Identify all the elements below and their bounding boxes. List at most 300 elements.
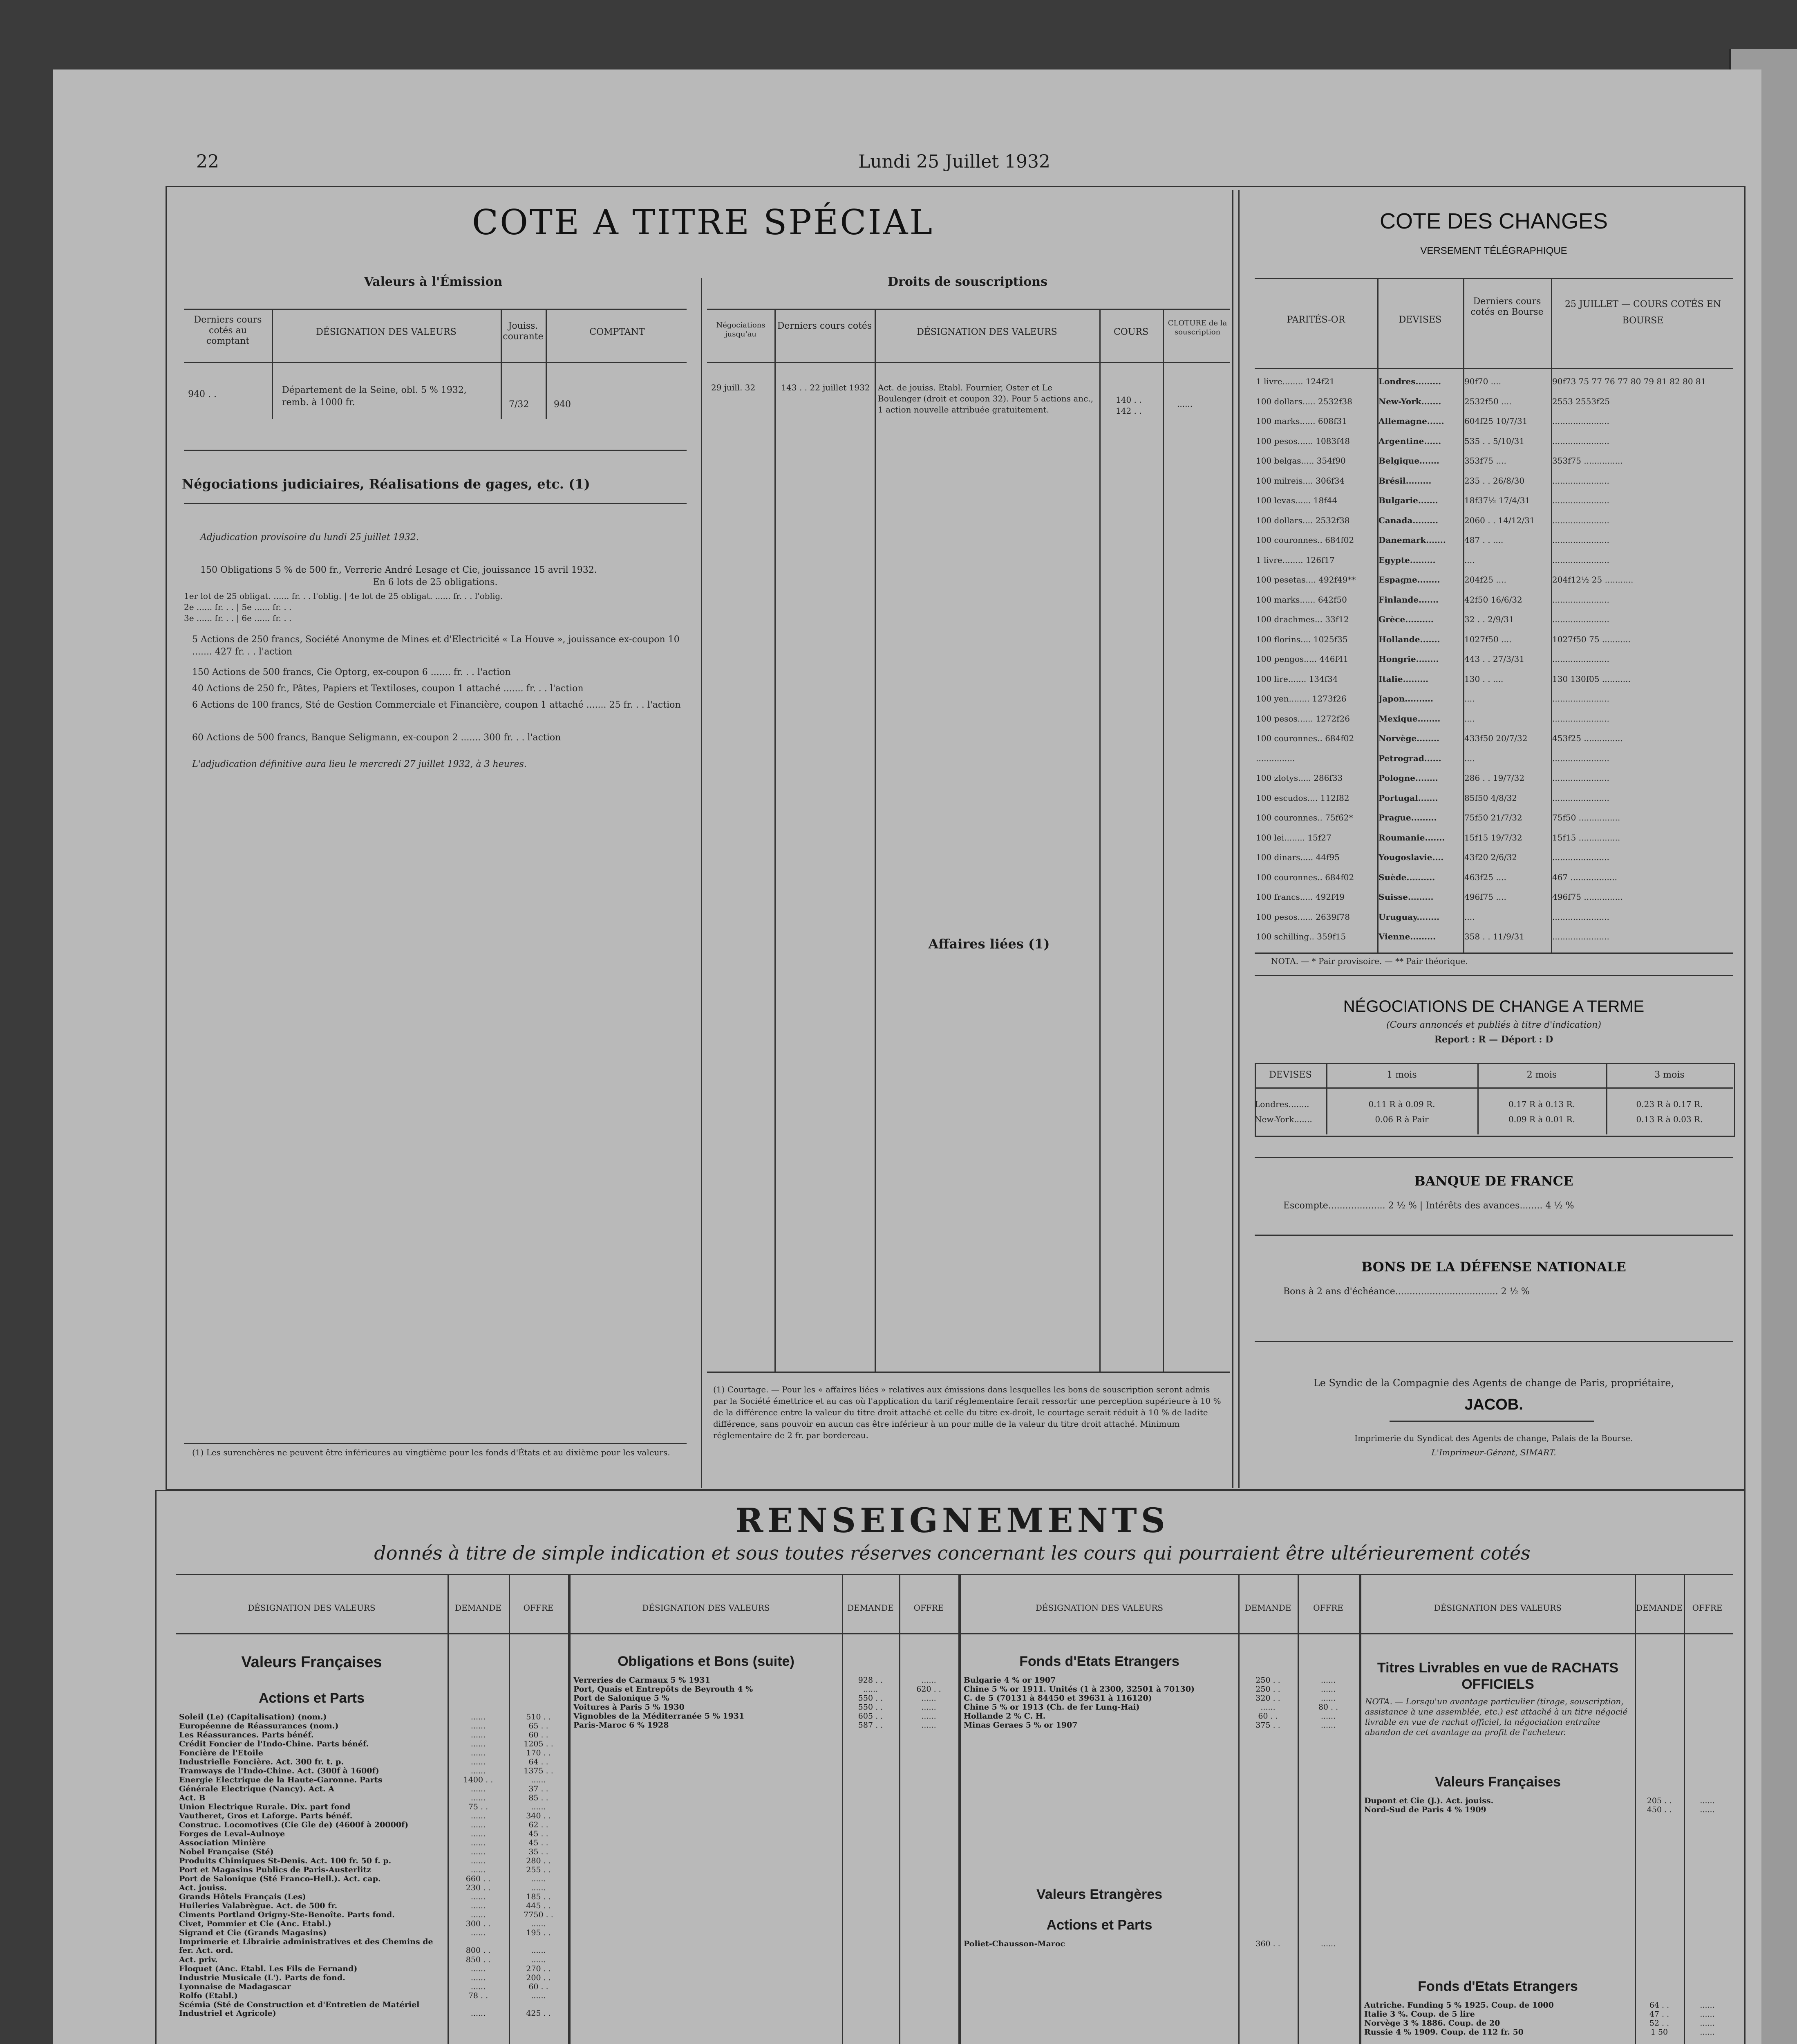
renseignements-col-header: DEMANDE	[1244, 1603, 1291, 1613]
terme-report-line: Report : R — Déport : D	[1434, 1034, 1553, 1045]
changes-cell: 463f25 ....	[1464, 872, 1506, 882]
renseignements-row-demande: 928 . .	[858, 1676, 883, 1685]
renseignements-row-label: Ciments Portland Origny-Ste-Benoîte. Parts fond.	[179, 1911, 395, 1919]
changes-cell: Uruguay........	[1379, 912, 1440, 922]
changes-cell: 100 levas...... 18f44	[1256, 495, 1338, 505]
renseignements-row-offre: 255 . .	[526, 1865, 551, 1874]
renseignements-row-label: Minas Geraes 5 % or 1907	[964, 1721, 1078, 1730]
renseignements-row-label: Union Electrique Rurale. Dix. part fond	[179, 1803, 351, 1811]
changes-cell: 85f50 4/8/32	[1464, 793, 1517, 803]
renseignements-section-title: Valeurs Françaises	[1434, 1774, 1561, 1790]
renseignements-row-offre: 170 . .	[526, 1748, 551, 1757]
changes-cell: 100 couronnes.. 75f62*	[1256, 813, 1353, 823]
souscriptions-col-header: Négociations jusqu'au	[716, 321, 765, 338]
renseignements-row-label: Energie Electrique de la Haute-Garonne. Parts	[179, 1776, 383, 1784]
rachats-note: NOTA. — Lorsqu'un avantage particulier (tirage, souscription, assistance à une assemblée, etc.) est attaché à un titre négocié livrable en vue de rachat officiel, la négociation entraîne abandon de cet avantage au profit de l'acheteur.	[1365, 1697, 1628, 1737]
terme-cell: 0.17 R à 0.13 R.	[1508, 1099, 1575, 1109]
changes-cell: 286 . . 19/7/32	[1464, 773, 1525, 783]
renseignements-col-header: DEMANDE	[847, 1603, 894, 1613]
renseignements-row-offre: ......	[921, 1694, 936, 1703]
changes-cell: ......................	[1552, 535, 1609, 545]
renseignements-row-label: Sigrand et Cie (Grands Magasins)	[179, 1929, 327, 1937]
changes-cell: Japon..........	[1379, 694, 1433, 704]
renseignements-row-offre: ......	[1320, 1694, 1336, 1703]
changes-cell: Canada.........	[1379, 515, 1438, 525]
renseignements-row-label: Construc. Locomotives (Cie Gle de) (4600f à 20000f)	[179, 1821, 409, 1829]
changes-cell: 100 milreis.... 306f34	[1256, 475, 1345, 486]
rule	[1606, 1063, 1607, 1134]
renseignements-row-demande: ......	[470, 1964, 486, 1973]
renseignements-row-offre: 80 . .	[1318, 1703, 1338, 1712]
renseignements-row-demande: ......	[470, 1856, 486, 1865]
renseignements-row-offre: 1205 . .	[524, 1739, 553, 1748]
rule	[176, 1633, 1733, 1634]
rule	[546, 309, 547, 419]
changes-cell: Grèce..........	[1379, 614, 1434, 624]
renseignements-row-offre: ......	[1320, 1676, 1336, 1685]
changes-cell: ......................	[1552, 475, 1609, 486]
rule	[184, 503, 687, 504]
souscriptions-cell: 29 juill. 32	[711, 383, 756, 392]
changes-cell: 100 dinars..... 44f95	[1256, 852, 1340, 862]
renseignements-row-demande: 230 . .	[465, 1883, 491, 1892]
renseignements-row-label: Paris-Maroc 6 % 1928	[573, 1721, 669, 1730]
page-date: Lundi 25 Juillet 1932	[858, 151, 1050, 172]
changes-cell: 1 livre........ 124f21	[1256, 377, 1335, 386]
renseignements-row-label: Chine 5 % or 1913 (Ch. de fer Lung-Hai)	[964, 1703, 1140, 1712]
changes-cell: 100 escudos.... 112f82	[1256, 793, 1349, 803]
souscriptions-col-header: CLOTURE de la souscription	[1168, 319, 1227, 336]
renseignements-row-offre: ......	[1320, 1685, 1336, 1694]
changes-cell: 453f25 ...............	[1552, 733, 1623, 743]
judiciaires-line: L'adjudication définitive aura lieu le mercredi 27 juillet 1932, à 3 heures.	[192, 759, 527, 769]
rule	[707, 309, 1230, 310]
renseignements-row-offre: ......	[1320, 1721, 1336, 1730]
renseignements-row-demande: 250 . .	[1255, 1676, 1280, 1685]
changes-cell: Brésil.........	[1379, 475, 1432, 486]
renseignements-section-title: Actions et Parts	[1046, 1917, 1152, 1933]
renseignements-row-label: Norvège 3 % 1886. Coup. de 20	[1364, 2019, 1500, 2028]
changes-cell: ......................	[1552, 912, 1609, 922]
changes-cell: Roumanie.......	[1379, 832, 1445, 843]
renseignements-row-offre: 62 . .	[528, 1820, 548, 1829]
rule	[1163, 309, 1164, 1372]
changes-cell: Egypte.........	[1379, 555, 1436, 565]
syndic-imprimerie: Imprimerie du Syndicat des Agents de change, Palais de la Bourse.	[1354, 1433, 1633, 1443]
changes-cell: ......................	[1552, 713, 1609, 724]
renseignements-col-header: DEMANDE	[1636, 1603, 1683, 1613]
souscriptions-col-header: COURS	[1113, 327, 1149, 337]
renseignements-row-demande: 1400 . .	[463, 1775, 493, 1784]
rule	[1255, 975, 1733, 976]
renseignements-row-demande: ......	[470, 1730, 486, 1739]
renseignements-row-label: Industrie Musicale (L'). Parts de fond.	[179, 1974, 345, 1982]
renseignements-row-offre: 195 . .	[526, 1928, 551, 1937]
changes-col-header: PARITÉS-OR	[1287, 315, 1345, 325]
renseignements-row-demande: ......	[470, 1721, 486, 1730]
changes-cell: 1027f50 75 ...........	[1552, 634, 1631, 644]
banque-title: BANQUE DE FRANCE	[1414, 1173, 1573, 1189]
changes-cell: 130 130f05 ...........	[1552, 674, 1631, 684]
renseignements-row-label: Hollande 2 % C. H.	[964, 1712, 1046, 1721]
changes-cell: Norvège........	[1379, 733, 1439, 743]
bons-title: BONS DE LA DÉFENSE NATIONALE	[1361, 1259, 1626, 1275]
rule	[184, 1443, 687, 1444]
renseignements-row-label: Autriche. Funding 5 % 1925. Coup. de 1000	[1364, 2001, 1554, 2010]
renseignements-row-offre: ......	[531, 1775, 546, 1784]
renseignements-row-offre: 35 . .	[528, 1847, 548, 1856]
renseignements-row-label: Bulgarie 4 % or 1907	[964, 1676, 1056, 1685]
renseignements-row-offre: 185 . .	[526, 1892, 551, 1901]
changes-cell: 100 dollars..... 2532f38	[1256, 396, 1352, 406]
changes-cell: 204f12½ 25 ...........	[1552, 575, 1634, 585]
changes-cell: 2060 . . 14/12/31	[1464, 515, 1535, 525]
changes-cell: ......................	[1552, 594, 1609, 605]
souscriptions-col-header: Derniers cours cotés	[777, 321, 872, 331]
souscriptions-cell: 143 . . 22 juillet 1932	[781, 383, 870, 392]
column-divider	[701, 278, 702, 1488]
rule	[272, 309, 273, 419]
souscriptions-cell: 140 . . 142 . .	[1116, 395, 1142, 416]
emission-col-header: COMPTANT	[589, 327, 645, 337]
renseignements-section-title: Valeurs Françaises	[241, 1654, 382, 1671]
changes-cell: 100 pesos...... 2639f78	[1256, 912, 1350, 922]
renseignements-title: RENSEIGNEMENTS	[735, 1501, 1169, 1540]
changes-cell: ......................	[1552, 793, 1609, 803]
renseignements-row-label: Grands Hôtels Français (Les)	[179, 1893, 306, 1901]
emission-col-header: Derniers cours cotés au comptant	[194, 315, 262, 346]
judiciaires-footnote: (1) Les surenchères ne peuvent être inférieures au vingtième pour les fonds d'États et au dixième pour les valeurs.	[192, 1448, 670, 1457]
renseignements-row-demande: 605 . .	[858, 1712, 883, 1721]
renseignements-row-offre: 425 . .	[526, 2009, 551, 2018]
changes-cell: 100 couronnes.. 684f02	[1256, 872, 1354, 882]
renseignements-row-demande: ......	[470, 1757, 486, 1766]
renseignements-row-offre: 85 . .	[528, 1793, 548, 1802]
renseignements-row-offre: ......	[921, 1676, 936, 1685]
renseignements-row-demande: ......	[470, 1973, 486, 1982]
changes-cell: ...............	[1256, 753, 1295, 763]
renseignements-row-label: Vautheret, Gros et Laforge. Parts bénéf.	[179, 1812, 353, 1820]
terme-cell: 0.11 R à 0.09 R.	[1368, 1099, 1435, 1109]
renseignements-row-demande: ......	[470, 1829, 486, 1838]
renseignements-row-label: Générale Electrique (Nancy). Act. A	[179, 1785, 334, 1793]
renseignements-row-label: Civet, Pommier et Cie (Anc. Etabl.)	[179, 1920, 331, 1928]
renseignements-col-header: DÉSIGNATION DES VALEURS	[1434, 1603, 1562, 1613]
judiciaires-line: 150 Actions de 500 francs, Cie Optorg, ex-coupon 6 ....... fr. . . l'action	[192, 667, 511, 677]
emission-cell: 940 . .	[188, 389, 217, 399]
judiciaires-line: 150 Obligations 5 % de 500 fr., Verrerie André Lesage et Cie, jouissance 15 avril 1932.	[200, 565, 597, 575]
terme-subtitle: (Cours annoncés et publiés à titre d'indication)	[1386, 1020, 1601, 1030]
changes-cell: Hollande.......	[1379, 634, 1440, 644]
changes-subtitle: VERSEMENT TÉLÉGRAPHIQUE	[1420, 245, 1567, 256]
changes-cell: ......................	[1552, 555, 1609, 565]
judiciaires-line: 1er lot de 25 obligat. ...... fr. . . l'oblig. | 4e lot de 25 obligat. ...... fr. . . l'oblig.	[184, 591, 503, 601]
renseignements-col-header: DÉSIGNATION DES VALEURS	[1035, 1603, 1164, 1613]
renseignements-row-label: Tramways de l'Indo-Chine. Act. (300f à 1600f)	[179, 1767, 379, 1775]
changes-cell: 496f75 ...............	[1552, 892, 1623, 902]
changes-cell: 487 . . ....	[1464, 535, 1504, 545]
renseignements-row-label: Act. B	[179, 1794, 206, 1802]
renseignements-row-demande: ......	[470, 1811, 486, 1820]
changes-cell: ....	[1464, 555, 1475, 565]
renseignements-row-offre: ......	[531, 1802, 546, 1811]
terme-cell: 0.13 R à 0.03 R.	[1636, 1114, 1703, 1124]
renseignements-row-demande: 47 . .	[1649, 2010, 1669, 2019]
judiciaires-line: En 6 lots de 25 obligations.	[373, 577, 498, 587]
renseignements-row-label: Russie 4 % 1909. Coup. de 112 fr. 50	[1364, 2028, 1524, 2037]
changes-cell: 1 livre........ 126f17	[1256, 555, 1335, 565]
changes-cell: 100 francs..... 492f49	[1256, 892, 1345, 902]
renseignements-row-demande: ......	[1260, 1703, 1276, 1712]
emission-col-header: Jouiss. courante	[503, 321, 544, 342]
changes-cell: 235 . . 26/8/30	[1464, 475, 1525, 486]
changes-cell: 2553 2553f25	[1552, 396, 1610, 406]
changes-cell: Bulgarie.......	[1379, 495, 1438, 505]
changes-cell: 433f50 20/7/32	[1464, 733, 1528, 743]
renseignements-row-demande: 250 . .	[1255, 1685, 1280, 1694]
judiciaires-line: Adjudication provisoire du lundi 25 juillet 1932.	[200, 532, 419, 542]
changes-cell: 42f50 16/6/32	[1464, 594, 1522, 605]
renseignements-col-header: DEMANDE	[455, 1603, 501, 1613]
renseignements-row-demande: ......	[470, 1784, 486, 1793]
changes-cell: 496f75 ....	[1464, 892, 1506, 902]
changes-col-header: Derniers cours cotés en Bourse	[1470, 296, 1544, 317]
renseignements-row-demande: 64 . .	[1649, 2001, 1669, 2010]
renseignements-row-demande: ......	[470, 1739, 486, 1748]
renseignements-row-offre: ......	[531, 1991, 546, 2000]
changes-cell: 100 belgas..... 354f90	[1256, 456, 1346, 466]
renseignements-row-offre: 7750 . .	[524, 1910, 553, 1919]
terme-col-header: 3 mois	[1654, 1070, 1685, 1080]
changes-cell: Portugal.......	[1379, 793, 1438, 803]
renseignements-row-offre: ......	[1700, 2019, 1715, 2028]
rule	[774, 309, 776, 1372]
renseignements-row-label: Scémia (Sté de Construction et d'Entretien de Matériel Industriel et Agricole)	[179, 2000, 420, 2018]
renseignements-row-label: Chine 5 % or 1911. Unités (1 à 2300, 32501 à 70130)	[964, 1685, 1195, 1694]
renseignements-row-label: Dupont et Cie (J.). Act. jouiss.	[1364, 1797, 1494, 1805]
souscriptions-cell: Act. de jouiss. Etabl. Fournier, Oster et Le Boulenger (droit et coupon 32). Pour 5 actions anc., 1 action nouvelle attribuée gratuitement.	[878, 383, 1094, 415]
rule	[1390, 1421, 1594, 1422]
renseignements-row-label: Port, Quais et Entrepôts de Beyrouth 4 %	[573, 1685, 753, 1694]
rule	[875, 309, 876, 1372]
terme-col-header: 2 mois	[1526, 1070, 1557, 1080]
renseignements-section-title: Fonds d'Etats Etrangers	[1019, 1654, 1179, 1669]
changes-cell: 100 pesos...... 1083f48	[1256, 436, 1350, 446]
renseignements-row-demande: ......	[470, 1748, 486, 1757]
renseignements-col-header: DÉSIGNATION DES VALEURS	[642, 1603, 770, 1613]
rule	[707, 362, 1230, 363]
renseignements-row-offre: 270 . .	[526, 1964, 551, 1973]
renseignements-row-demande: ......	[470, 1910, 486, 1919]
renseignements-row-offre: ......	[921, 1703, 936, 1712]
terme-cell: 0.09 R à 0.01 R.	[1508, 1114, 1575, 1124]
renseignements-row-offre: ......	[1700, 2028, 1715, 2037]
changes-cell: 2532f50 ....	[1464, 396, 1512, 406]
emission-title: Valeurs à l'Émission	[364, 275, 503, 289]
renseignements-row-demande: 320 . .	[1255, 1694, 1280, 1703]
terme-cell: 0.06 R à Pair	[1375, 1114, 1429, 1124]
renseignements-row-demande: 550 . .	[858, 1694, 883, 1703]
changes-cell: Italie.........	[1379, 674, 1429, 684]
changes-cell: 100 pesetas.... 492f49**	[1256, 575, 1356, 585]
changes-cell: Pologne........	[1379, 773, 1438, 783]
changes-cell: ......................	[1552, 614, 1609, 624]
changes-cell: ......................	[1552, 515, 1609, 525]
renseignements-row-demande: 800 . .	[465, 1946, 491, 1955]
renseignements-row-demande: 550 . .	[858, 1703, 883, 1712]
changes-cell: ......................	[1552, 654, 1609, 664]
renseignements-row-offre: ......	[531, 1955, 546, 1964]
changes-cell: New-York.......	[1379, 396, 1441, 406]
changes-cell: Allemagne......	[1379, 416, 1444, 426]
rule	[184, 362, 687, 363]
changes-cell: 204f25 ....	[1464, 575, 1506, 585]
changes-cell: 18f37½ 17/4/31	[1464, 495, 1531, 505]
judiciaires-line: 3e ...... fr. . . | 6e ...... fr. . .	[184, 613, 292, 623]
rule	[1238, 1574, 1240, 2044]
renseignements-row-demande: 78 . .	[468, 1991, 488, 2000]
renseignements-row-label: Rolfo (Etabl.)	[179, 1992, 238, 2000]
changes-cell: ....	[1464, 713, 1475, 724]
changes-cell: Vienne.........	[1379, 932, 1436, 941]
changes-cell: 100 zlotys..... 286f33	[1256, 773, 1343, 783]
syndic-name: JACOB.	[1464, 1396, 1523, 1413]
renseignements-row-demande: 75 . .	[468, 1802, 488, 1811]
changes-cell: Petrograd......	[1379, 753, 1441, 763]
terme-cell: Londres........	[1255, 1099, 1309, 1109]
renseignements-row-offre: ......	[1700, 2001, 1715, 2010]
renseignements-row-label: Voitures à Paris 5 % 1930	[573, 1703, 685, 1712]
renseignements-row-demande: 60 . .	[1258, 1712, 1278, 1721]
renseignements-row-offre: ......	[1700, 1805, 1715, 1814]
changes-cell: ......................	[1552, 436, 1609, 446]
syndic-line: Le Syndic de la Compagnie des Agents de change de Paris, propriétaire,	[1313, 1377, 1674, 1389]
changes-cell: 75f50 21/7/32	[1464, 813, 1522, 823]
renseignements-row-label: Forges de Leval-Aulnoye	[179, 1830, 285, 1838]
changes-cell: ......................	[1552, 852, 1609, 862]
bons-line: Bons à 2 ans d'échéance.................................... 2 ½ %	[1283, 1286, 1530, 1297]
changes-cell: 100 couronnes.. 684f02	[1256, 733, 1354, 743]
emission-col-header: DÉSIGNATION DES VALEURS	[316, 327, 457, 337]
changes-cell: 100 couronnes.. 684f02	[1256, 535, 1354, 545]
rule	[1255, 278, 1733, 279]
page-number: 22	[196, 151, 219, 172]
renseignements-row-offre: 64 . .	[528, 1757, 548, 1766]
rule	[1326, 1063, 1327, 1134]
renseignements-col-header: OFFRE	[1313, 1603, 1343, 1613]
renseignements-col-header: OFFRE	[523, 1603, 554, 1613]
renseignements-row-demande: 450 . .	[1647, 1805, 1672, 1814]
renseignements-row-offre: 60 . .	[528, 1730, 548, 1739]
renseignements-row-offre: ......	[1700, 1796, 1715, 1805]
changes-cell: Hongrie........	[1379, 654, 1439, 664]
renseignements-row-offre: ......	[531, 1919, 546, 1928]
changes-cell: ......................	[1552, 495, 1609, 505]
renseignements-row-offre: ......	[1700, 2010, 1715, 2019]
changes-cell: 100 lire....... 134f34	[1256, 674, 1338, 684]
renseignements-row-demande: ......	[470, 1928, 486, 1937]
rule	[1255, 1157, 1733, 1158]
renseignements-row-label: Foncière de l'Etoile	[179, 1749, 264, 1757]
affaires-liees-title: Affaires liées (1)	[928, 936, 1050, 952]
renseignements-row-demande: 52 . .	[1649, 2019, 1669, 2028]
renseignements-row-offre: 200 . .	[526, 1973, 551, 1982]
changes-cell: 43f20 2/6/32	[1464, 852, 1517, 862]
renseignements-section-title: Obligations et Bons (suite)	[618, 1654, 794, 1669]
changes-cell: ....	[1464, 912, 1475, 922]
terme-col-header: 1 mois	[1387, 1070, 1417, 1080]
rule	[1255, 1341, 1733, 1342]
changes-cell: 100 pesos...... 1272f26	[1256, 713, 1350, 724]
changes-cell: Yougoslavie....	[1379, 852, 1444, 862]
renseignements-row-offre: ......	[531, 1883, 546, 1892]
changes-cell: 32 . . 2/9/31	[1464, 614, 1514, 624]
renseignements-row-offre: 280 . .	[526, 1856, 551, 1865]
changes-cell: 75f50 ................	[1552, 813, 1620, 823]
cote-speciale-title: COTE A TITRE SPÉCIAL	[472, 202, 934, 242]
changes-cell: 15f15 19/7/32	[1464, 832, 1522, 843]
rule	[184, 450, 687, 451]
renseignements-row-label: Crédit Foncier de l'Indo-Chine. Parts bénéf.	[179, 1740, 369, 1748]
renseignements-row-label: Nord-Sud de Paris 4 % 1909	[1364, 1806, 1486, 1814]
changes-cell: 467 ..................	[1552, 872, 1617, 882]
renseignements-row-label: Port et Magasins Publics de Paris-Austerlitz	[179, 1866, 371, 1874]
changes-cell: ......................	[1552, 753, 1609, 763]
rule	[899, 1574, 900, 2044]
renseignements-row-label: Port de Salonique 5 %	[573, 1694, 669, 1703]
renseignements-row-label: C. de 5 (70131 à 84450 et 39631 à 116120)	[964, 1694, 1152, 1703]
changes-cell: Mexique........	[1379, 713, 1441, 724]
rule	[1255, 953, 1733, 954]
rule	[184, 309, 687, 310]
souscriptions-cell: ......	[1177, 399, 1193, 409]
changes-cell: 100 florins.... 1025f35	[1256, 634, 1348, 644]
changes-cell: 100 marks...... 642f50	[1256, 594, 1347, 605]
rule	[1298, 1574, 1299, 2044]
renseignements-row-demande: 1 50	[1650, 2028, 1668, 2037]
changes-cell: Espagne........	[1379, 575, 1440, 585]
renseignements-row-offre: 45 . .	[528, 1838, 548, 1847]
renseignements-col-header: DÉSIGNATION DES VALEURS	[248, 1603, 376, 1613]
rule	[176, 1574, 1733, 1575]
renseignements-row-demande: ......	[470, 1766, 486, 1775]
changes-cell: ......................	[1552, 694, 1609, 704]
changes-cell: 358 . . 11/9/31	[1464, 932, 1525, 941]
renseignements-row-demande: ......	[470, 2009, 486, 2018]
renseignements-row-label: Verreries de Carmaux 5 % 1931	[573, 1676, 710, 1685]
judiciaires-line: 60 Actions de 500 francs, Banque Seligmann, ex-coupon 2 ....... 300 fr. . . l'action	[192, 733, 561, 743]
rule	[1099, 309, 1101, 1372]
renseignements-row-demande: 300 . .	[465, 1919, 491, 1928]
renseignements-row-label: Floquet (Anc. Etabl. Les Fils de Fernand)	[179, 1965, 358, 1973]
renseignements-row-demande: ......	[470, 1892, 486, 1901]
renseignements-row-label: Act. priv.	[179, 1956, 218, 1964]
renseignements-row-offre: 340 . .	[526, 1811, 551, 1820]
changes-cell: 604f25 10/7/31	[1464, 416, 1528, 426]
renseignements-col-header: OFFRE	[1692, 1603, 1723, 1613]
renseignements-col-header: OFFRE	[913, 1603, 944, 1613]
renseignements-row-label: Act. jouiss.	[179, 1884, 227, 1892]
changes-cell: ......................	[1552, 416, 1609, 426]
renseignements-row-demande: 375 . .	[1255, 1721, 1280, 1730]
changes-cell: Belgique.......	[1379, 456, 1439, 466]
terme-title: NÉGOCIATIONS DE CHANGE A TERME	[1343, 997, 1645, 1015]
changes-cell: 90f70 ....	[1464, 377, 1502, 386]
renseignements-row-offre: ......	[531, 1946, 546, 1955]
renseignements-row-label: Italie 3 %. Coup. de 5 lire	[1364, 2010, 1475, 2019]
renseignements-section-title: Valeurs Etrangères	[1036, 1887, 1163, 1902]
column-divider	[1359, 1574, 1361, 2044]
